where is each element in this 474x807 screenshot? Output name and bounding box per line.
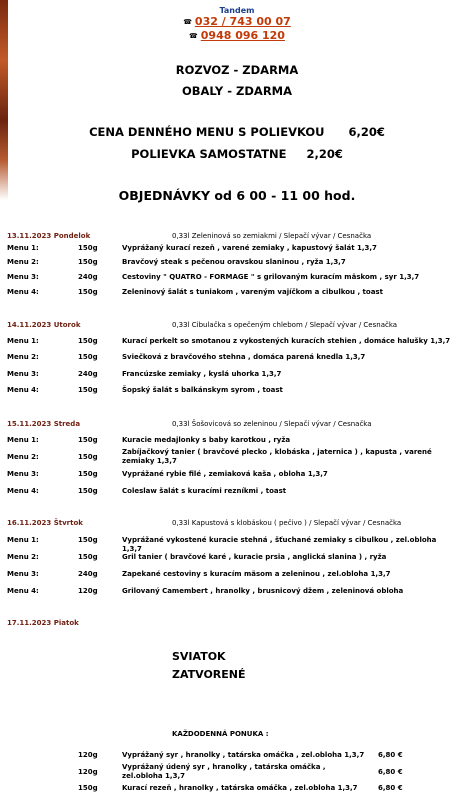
menu-price: 6,20€ xyxy=(348,125,385,139)
daily-price: 6,80 € xyxy=(378,751,403,759)
menu-label: Menu 4: xyxy=(7,386,39,394)
menu-weight: 150g xyxy=(78,386,98,394)
order-hours: OBJEDNÁVKY od 6 00 - 11 00 hod. xyxy=(118,188,356,203)
telephone-icon: ☎ xyxy=(183,18,192,26)
menu-weight: 150g xyxy=(78,553,98,561)
soup-of-day: 0,33l Zeleninová so zemiakmi / Slepačí vývar / Cesnačka xyxy=(172,232,372,240)
daily-price: 6,80 € xyxy=(378,784,403,792)
soup-of-day: 0,33l Cibulačka s opečeným chlebom / Slepačí vývar / Cesnačka xyxy=(172,321,398,329)
menu-label: Menu 1: xyxy=(7,436,39,444)
daily-weight: 150g xyxy=(78,784,98,792)
menu-description: Zeleninový šalát s tuniakom , vareným vajíčkom a cibulkou , toast xyxy=(122,288,383,296)
telephone-icon: ☎ xyxy=(189,32,198,40)
menu-description: Kurací perkelt so smotanou z vykostených kuracích stehien , domáce halušky 1,3,7 xyxy=(122,337,451,345)
menu-description: Kuracie medajlonky s baby karotkou , ryža xyxy=(122,436,291,444)
daily-description: Vyprážaný údený syr , hranolky , tatárska omáčka , zel.obloha 1,3,7 xyxy=(122,763,326,780)
menu-weight: 150g xyxy=(78,536,98,544)
menu-description: Zabíjačkový tanier ( bravčové plecko , klobáska , jaternica ) , kapusta , varené zemiaky 1,3,7 xyxy=(122,448,432,465)
day-heading: 13.11.2023 Pondelok xyxy=(7,232,91,240)
menu-description: Cestoviny " QUATRO - FORMAGE " s grilovaným kuracím mäskom , syr 1,3,7 xyxy=(122,273,420,281)
menu-price-label: CENA DENNÉHO MENU S POLIEVKOU xyxy=(89,125,325,139)
menu-label: Menu 2: xyxy=(7,553,39,561)
day-heading: 15.11.2023 Streda xyxy=(7,420,81,428)
menu-weight: 240g xyxy=(78,570,98,578)
menu-weight: 150g xyxy=(78,258,98,266)
day-heading: 16.11.2023 Štvrtok xyxy=(7,519,83,527)
closed-notice: ZATVORENÉ xyxy=(172,668,246,681)
menu-description: Vyprážaný kurací rezeň , varené zemiaky , kapustový šalát 1,3,7 xyxy=(122,244,377,252)
menu-weight: 150g xyxy=(78,353,98,361)
menu-label: Menu 1: xyxy=(7,337,39,345)
phone-line-1 xyxy=(0,15,474,29)
menu-label: Menu 1: xyxy=(7,244,39,252)
phone-line-2 xyxy=(0,29,474,43)
daily-weight: 120g xyxy=(78,768,98,776)
soup-price: 2,20€ xyxy=(306,147,343,161)
holiday-notice: SVIATOK xyxy=(172,650,226,663)
phone-link-2[interactable]: 0948 096 120 xyxy=(200,29,285,42)
menu-description: Gril tanier ( bravčové karé , kuracie prsia , anglická slanina ) , ryža xyxy=(122,553,387,561)
menu-weight: 150g xyxy=(78,470,98,478)
menu-label: Menu 2: xyxy=(7,258,39,266)
menu-label: Menu 2: xyxy=(7,453,39,461)
menu-description: Šopský šalát s balkánskym syrom , toast xyxy=(122,386,283,394)
menu-description: Francúzske zemiaky , kyslá uhorka 1,3,7 xyxy=(122,370,282,378)
menu-description: Grilovaný Camembert , hranolky , brusnicový džem , zeleninová obloha xyxy=(122,587,404,595)
menu-weight: 150g xyxy=(78,288,98,296)
menu-description: Bravčový steak s pečenou oravskou slaninou , ryža 1,3,7 xyxy=(122,258,346,266)
menu-label: Menu 4: xyxy=(7,487,39,495)
menu-label: Menu 4: xyxy=(7,288,39,296)
menu-weight: 150g xyxy=(78,487,98,495)
daily-description: Vyprážaný syr , hranolky , tatárska omáčka , zel.obloha 1,3,7 xyxy=(122,751,365,759)
menu-label: Menu 1: xyxy=(7,536,39,544)
soup-price-label: POLIEVKA SAMOSTATNE xyxy=(131,147,287,161)
menu-label: Menu 3: xyxy=(7,570,39,578)
menu-weight: 240g xyxy=(78,370,98,378)
menu-label: Menu 2: xyxy=(7,353,39,361)
brand-name: Tandem xyxy=(219,6,255,15)
delivery-free: ROZVOZ - ZDARMA xyxy=(175,63,299,77)
menu-price-line xyxy=(0,125,474,139)
soup-of-day: 0,33l Kapustová s klobáskou ( pečivo ) / Slepačí vývar / Cesnačka xyxy=(172,519,402,527)
daily-description: Kurací rezeň , hranolky , tatárska omáčka , zel.obloha 1,3,7 xyxy=(122,784,358,792)
phone-link-1[interactable]: 032 / 743 00 07 xyxy=(194,15,291,28)
menu-label: Menu 3: xyxy=(7,370,39,378)
packaging-free: OBALY - ZDARMA xyxy=(181,84,293,98)
day-heading: 17.11.2023 Piatok xyxy=(7,619,79,627)
soup-of-day: 0,33l Šošovicová so zeleninou / Slepačí vývar / Cesnačka xyxy=(172,420,372,428)
menu-description: Vyprážané vykostené kuracie stehná , šťuchané zemiaky s cibulkou , zel.obloha 1,3,7 xyxy=(122,536,437,553)
soup-price-line xyxy=(0,147,474,161)
menu-weight: 120g xyxy=(78,587,98,595)
menu-label: Menu 3: xyxy=(7,470,39,478)
header xyxy=(0,6,474,43)
menu-weight: 150g xyxy=(78,453,98,461)
menu-label: Menu 3: xyxy=(7,273,39,281)
day-heading: 14.11.2023 Utorok xyxy=(7,321,81,329)
menu-weight: 150g xyxy=(78,337,98,345)
menu-label: Menu 4: xyxy=(7,587,39,595)
menu-description: Coleslaw šalát s kuracími rezníkmi , toast xyxy=(122,487,287,495)
daily-offer-title: KAŽDODENNÁ PONUKA : xyxy=(172,730,269,738)
menu-description: Vyprážané rybie filé , zemiaková kaša , obloha 1,3,7 xyxy=(122,470,328,478)
menu-weight: 150g xyxy=(78,244,98,252)
daily-weight: 120g xyxy=(78,751,98,759)
menu-weight: 240g xyxy=(78,273,98,281)
menu-description: Sviečková z bravčového stehna , domáca parená knedla 1,3,7 xyxy=(122,353,366,361)
daily-price: 6,80 € xyxy=(378,768,403,776)
menu-weight: 150g xyxy=(78,436,98,444)
menu-description: Zapekané cestoviny s kuracím mäsom a zeleninou , zel.obloha 1,3,7 xyxy=(122,570,391,578)
